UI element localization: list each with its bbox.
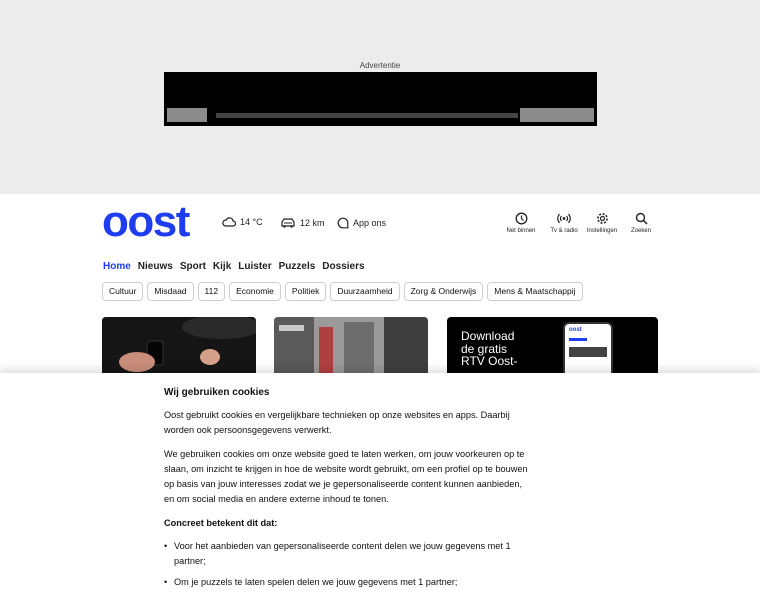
chip-economie[interactable]: Economie (229, 282, 281, 301)
phone-logo: oost (569, 327, 582, 333)
ad-area (0, 0, 760, 194)
app-promo-card[interactable] (447, 317, 658, 373)
nav-sport[interactable]: Sport (179, 261, 206, 272)
search-label: Zoeken (630, 228, 651, 234)
main-nav (103, 261, 365, 272)
chat-icon (337, 217, 349, 229)
phone-tab (569, 338, 587, 341)
news-card-image[interactable] (102, 317, 256, 373)
search-icon (635, 212, 648, 225)
news-card-street[interactable] (274, 317, 428, 373)
app-label: App ons (353, 218, 387, 228)
phone-image (569, 347, 607, 357)
cookie-title: Wij gebruiken cookies (164, 387, 270, 398)
chip-zorg-onderwijs[interactable]: Zorg & Onderwijs (404, 282, 484, 301)
nav-kijk[interactable]: Kijk (212, 261, 232, 272)
nav-home[interactable]: Home (103, 261, 131, 272)
traffic-value: 12 km (300, 218, 325, 228)
site-logo[interactable]: oost (102, 197, 189, 246)
nav-luister[interactable]: Luister (238, 261, 272, 272)
news-photo-1 (102, 317, 256, 373)
nav-puzzels[interactable]: Puzzels (278, 261, 316, 272)
ad-video[interactable] (164, 72, 597, 126)
chip-112[interactable]: 112 (198, 282, 226, 301)
net-binnen-label: Net binnen (506, 228, 536, 234)
chip-cultuur[interactable]: Cultuur (102, 282, 143, 301)
cookie-explanation: We gebruiken cookies om onze website goed te laten werken, om jouw voorkeuren op te slaan, om inzicht te krijgen in hoe de website wordt gebruikt, om een profiel op te bouwen op basis van jouw interesses zodat we je gepersonaliseerde content kunnen aanbieden, en om social media en andere externe inhoud te tonen. (164, 449, 528, 504)
search-button[interactable] (616, 212, 666, 234)
tv-radio-label: Tv & radio (550, 228, 578, 234)
traffic-widget[interactable] (280, 217, 325, 229)
chip-mens-maatschappij[interactable]: Mens & Maatschappij (487, 282, 582, 301)
chip-duurzaamheid[interactable]: Duurzaamheid (330, 282, 399, 301)
category-chips (102, 282, 583, 301)
car-icon (280, 217, 296, 229)
ad-progress-bar[interactable] (216, 113, 518, 118)
cookie-intro: Oost gebruikt cookies en vergelijkbare technieken op onze websites en apps. Daarbij worden ook persoonsgegevens verwerkt. (164, 410, 510, 435)
weather-value: 14 °C (240, 217, 263, 227)
promo-text: Download de gratis RTV Oost- (461, 329, 518, 368)
ad-label: Advertentie (359, 61, 401, 70)
ad-control-left[interactable] (167, 108, 207, 122)
weather-widget[interactable] (222, 217, 263, 227)
ad-control-right[interactable] (520, 108, 594, 122)
cookie-list-item: • Voor het aanbieden van gepersonaliseerde content delen we jouw gegevens met 1 partner; (164, 539, 534, 569)
settings-label: Instellingen (586, 228, 618, 234)
nav-dossiers[interactable]: Dossiers (322, 261, 365, 272)
phone-illustration (563, 322, 613, 373)
cookie-list (164, 539, 534, 590)
news-photo-2 (274, 317, 428, 373)
cookie-subtitle: Concreet betekent dit dat: (164, 518, 278, 528)
broadcast-icon (557, 212, 571, 225)
nav-nieuws[interactable]: Nieuws (137, 261, 173, 272)
cookie-consent-dialog (0, 373, 760, 600)
cookie-content (164, 385, 534, 596)
app-link[interactable] (337, 217, 386, 229)
cookie-list-item: • Om je puzzels te laten spelen delen we jouw gegevens met 1 partner; (164, 575, 534, 590)
clock-icon (515, 212, 528, 225)
cloud-icon (222, 217, 236, 227)
gear-icon (596, 212, 609, 225)
chip-politiek[interactable]: Politiek (285, 282, 326, 301)
chip-misdaad[interactable]: Misdaad (147, 282, 193, 301)
